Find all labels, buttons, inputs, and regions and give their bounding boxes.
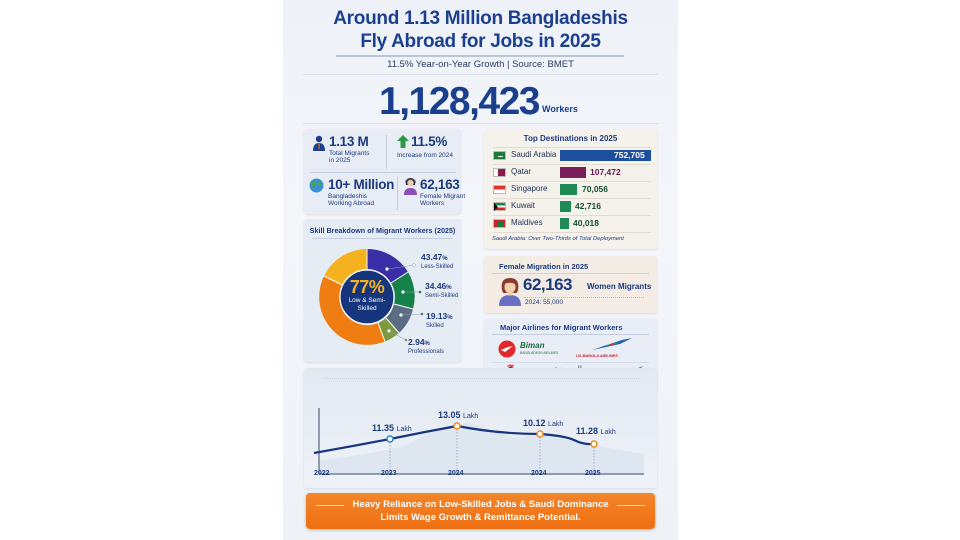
destination-country: Saudi Arabia <box>511 150 557 159</box>
skill-name: Less-Skilled <box>421 264 454 270</box>
skill-label-less-skilled <box>421 252 453 271</box>
qatar-flag-icon <box>493 168 506 177</box>
destination-row <box>493 149 653 163</box>
destination-row <box>493 166 653 180</box>
total-workers-unit: Workers <box>542 104 578 114</box>
x-tick-label: 2024 <box>531 470 547 477</box>
divider <box>524 297 644 298</box>
conclusion-banner <box>306 493 655 529</box>
skill-center-value: 77% <box>349 277 385 297</box>
skill-pct: 34.46 <box>425 281 447 291</box>
stat-value: 10+ Million <box>328 177 395 192</box>
divider <box>493 198 651 199</box>
skill-label-semi-skilled <box>425 281 458 300</box>
stat-value: 62,163 <box>420 177 460 192</box>
saudi-flag-icon <box>493 151 506 160</box>
destination-value: 40,018 <box>573 218 599 228</box>
skill-title: Skill Breakdown of Migrant Workers (2025) <box>309 226 456 235</box>
biman-sub: BANGLADESH AIRLINES <box>520 351 559 355</box>
x-tick-label: 2022 <box>314 470 330 477</box>
destination-value: 752,705 <box>614 150 645 160</box>
skill-pct: 43.47 <box>421 252 443 262</box>
divider <box>492 334 649 335</box>
female-previous: 2024: 55,000 <box>525 299 563 306</box>
stats-card <box>304 129 466 214</box>
biman-logo <box>498 340 578 358</box>
skill-pct: 2.94 <box>408 337 425 347</box>
biman-name: Biman <box>520 341 545 350</box>
destination-value: 107,472 <box>590 167 621 177</box>
point-unit: Lakh <box>463 413 479 420</box>
destination-row <box>493 200 653 214</box>
pct-sign: % <box>442 256 448 262</box>
total-workers: 1,128,423 <box>379 80 540 123</box>
divider <box>493 147 651 148</box>
destination-row <box>493 217 653 231</box>
woman-avatar-icon <box>498 276 522 306</box>
divider <box>493 164 651 165</box>
trend-point-label <box>438 410 478 420</box>
divider <box>310 172 456 173</box>
divider <box>386 135 387 169</box>
infographic-poster <box>283 0 678 540</box>
destination-bar <box>560 201 571 212</box>
divider <box>493 232 651 233</box>
singapore-flag-icon <box>493 185 506 194</box>
point-unit: Lakh <box>548 421 564 428</box>
trend-chart-card <box>304 368 657 488</box>
female-migration-card <box>484 256 657 313</box>
us-bangla-name: US-BANGLA AIRLINES <box>576 353 618 358</box>
trend-point-label <box>372 423 412 433</box>
female-value: 62,163 <box>523 275 572 294</box>
female-title: Female Migration in 2025 <box>499 262 589 271</box>
pct-sign: % <box>447 315 453 321</box>
x-tick-label: 2023 <box>381 470 397 477</box>
destinations-card <box>484 129 657 249</box>
divider <box>492 273 649 274</box>
stat-label: Total Migrants <box>329 150 370 157</box>
point-value: 11.28 <box>576 426 599 436</box>
stat-label: in 2025 <box>329 157 351 164</box>
skill-name: Semi-Skilled <box>425 293 459 299</box>
banner-line-1: Heavy Reliance on Low-Skilled Jobs & Saudi Dominance <box>352 499 609 510</box>
skill-pct: 19.13 <box>426 311 448 321</box>
divider <box>493 181 651 182</box>
skill-name: Skilled <box>426 323 444 329</box>
destination-value: 42,716 <box>575 201 601 211</box>
destination-country: Maldives <box>511 218 543 227</box>
destinations-title: Top Destinations in 2025 <box>523 134 618 143</box>
destinations-note: Saudi Arabia: Over Two-Thirds of Total Deployment <box>492 236 624 242</box>
destination-bar <box>560 167 586 178</box>
destination-bar <box>560 218 569 229</box>
bignum-divider <box>303 123 658 124</box>
globe-icon <box>309 178 324 193</box>
biman-bird-icon <box>498 340 516 358</box>
pct-sign: % <box>424 341 430 347</box>
skill-breakdown-card <box>304 219 461 362</box>
businessman-icon <box>312 135 326 151</box>
trend-point-label <box>523 418 563 428</box>
x-tick-label: 2025 <box>585 470 601 477</box>
subtitle: 11.5% Year-on-Year Growth | Source: BMET <box>387 59 574 70</box>
arrow-up-icon <box>397 135 409 148</box>
stat-label: Workers <box>420 200 445 207</box>
destination-value: 70,056 <box>582 184 608 194</box>
subtitle-divider <box>303 74 658 75</box>
point-unit: Lakh <box>396 426 412 433</box>
airlines-title: Major Airlines for Migrant Workers <box>500 323 623 332</box>
kuwait-flag-icon <box>493 202 506 211</box>
point-value: 10.12 <box>523 418 546 428</box>
destination-row <box>493 183 653 197</box>
destination-country: Kuwait <box>511 201 536 210</box>
destination-country: Singapore <box>511 184 548 193</box>
title-line-2: Fly Abroad for Jobs in 2025 <box>360 31 601 52</box>
point-value: 11.35 <box>372 423 395 433</box>
skill-label-skilled <box>426 311 453 330</box>
stat-value: 1.13 M <box>329 134 369 149</box>
destination-bar <box>560 184 577 195</box>
skill-center-label: Low & Semi- <box>348 297 386 304</box>
pct-sign: % <box>446 285 452 291</box>
trend-point-label <box>576 426 616 436</box>
skill-label-professionals <box>408 337 444 356</box>
stat-label: Increase from 2024 <box>397 152 454 159</box>
x-tick-label: 2024 <box>448 470 464 477</box>
female-unit: Women Migrants <box>587 282 652 291</box>
divider <box>397 176 398 210</box>
title-divider <box>336 55 624 57</box>
stat-value: 11.5% <box>411 134 448 149</box>
us-bangla-logo <box>576 338 648 360</box>
maldives-flag-icon <box>493 219 506 228</box>
stat-label: Female Migrant <box>420 193 466 200</box>
us-bangla-swoosh-icon <box>592 338 632 351</box>
female-worker-icon <box>403 177 418 195</box>
skill-center-label: Skilled <box>357 305 377 312</box>
divider <box>493 215 651 216</box>
destination-country: Qatar <box>511 167 532 176</box>
title-line-1: Around 1.13 Million Bangladeshis <box>333 8 628 29</box>
point-unit: Lakh <box>600 429 616 436</box>
point-value: 13.05 <box>438 410 461 420</box>
banner-line-2: Limits Wage Growth & Remittance Potential. <box>380 512 581 523</box>
skill-name: Professionals <box>408 349 445 355</box>
stat-label: Working Abroad <box>328 200 375 207</box>
stat-label: Bangladeshis <box>328 193 368 200</box>
